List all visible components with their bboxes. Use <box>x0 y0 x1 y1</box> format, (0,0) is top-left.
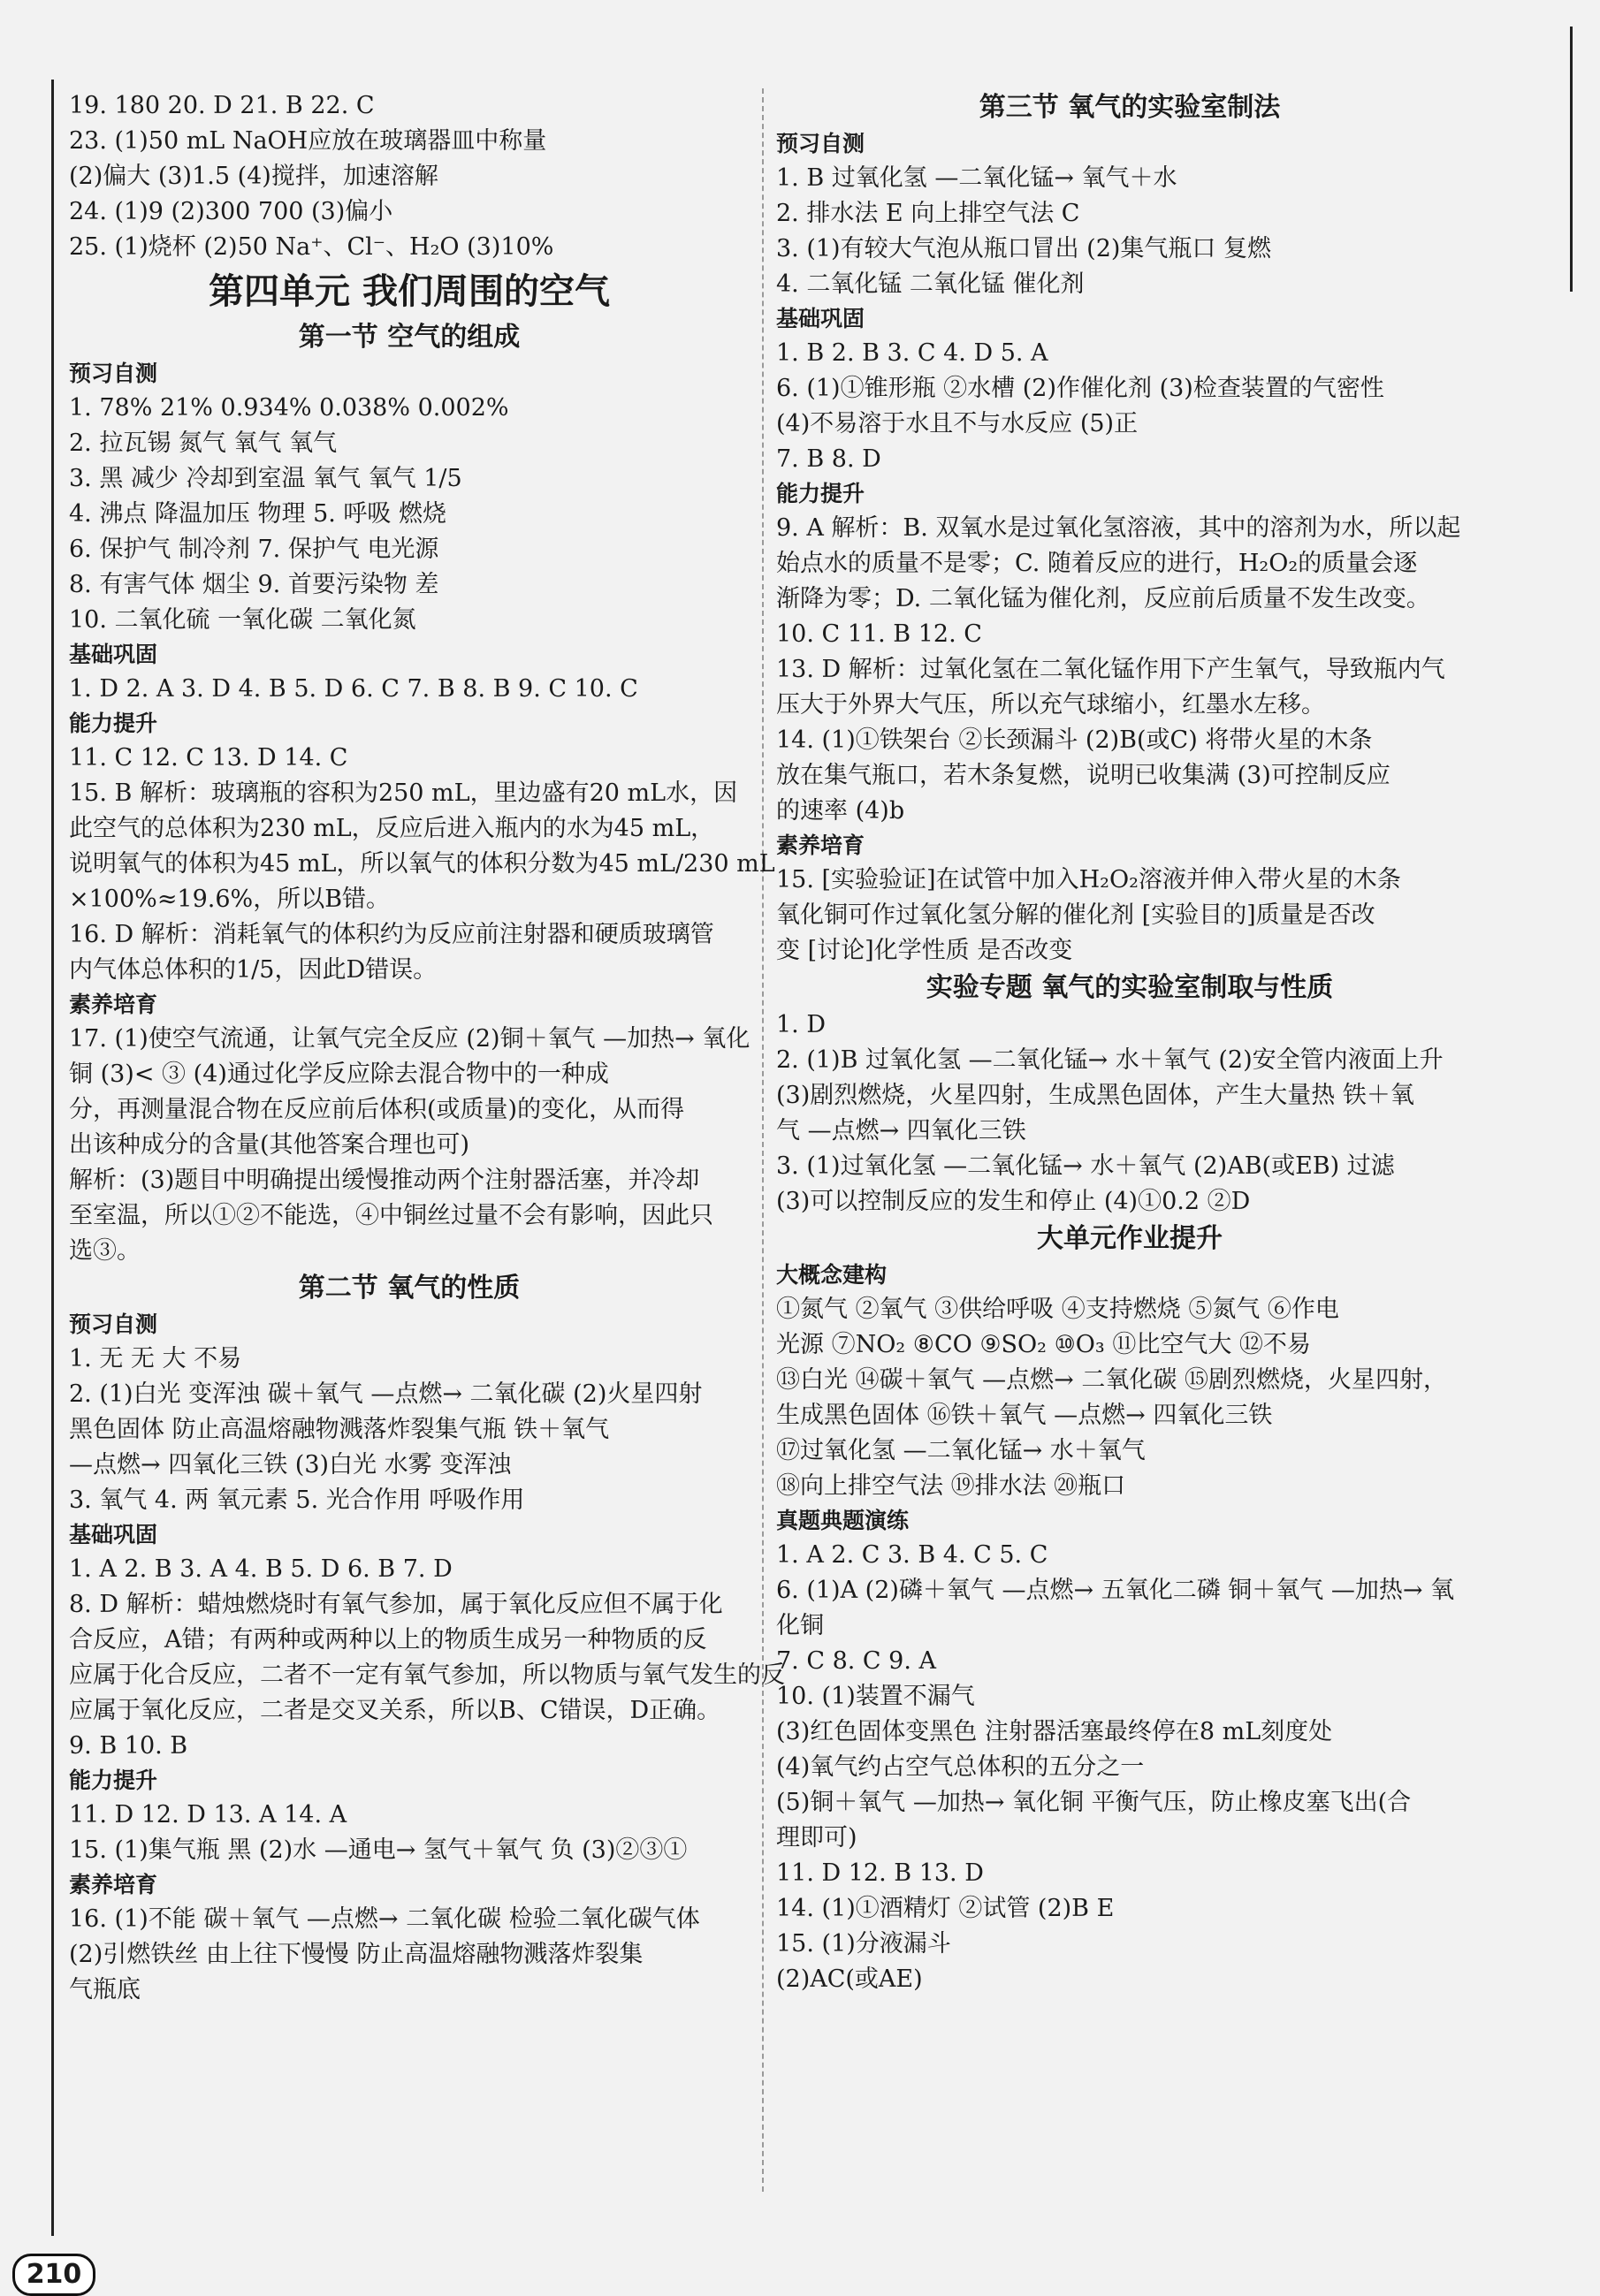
subheading: 真题典题演练 <box>776 1508 910 1533</box>
answer-line: 14. (1)①铁架台 ②长颈漏斗 (2)B(或C) 将带火星的木条 <box>776 726 1373 754</box>
answer-line: 始点水的质量不是零；C. 随着反应的进行，H₂O₂的质量会逐 <box>776 550 1418 577</box>
answer-line: 渐降为零；D. 二氧化锰为催化剂，反应前后质量不发生改变。 <box>776 585 1430 612</box>
answer-line: 1. D 2. A 3. D 4. B 5. D 6. C 7. B 8. B 9. C 10. C <box>69 675 638 703</box>
answer-line: 选③。 <box>69 1237 141 1265</box>
subheading: 预习自测 <box>776 131 865 156</box>
answer-line: 15. (1)分液漏斗 <box>776 1930 951 1958</box>
subheading: 基础巩固 <box>776 306 865 331</box>
subheading: 能力提升 <box>69 1768 158 1793</box>
right-margin-rule <box>1570 27 1573 292</box>
answer-line: 3. 黑 减少 冷却到室温 氧气 氧气 1/5 <box>69 465 462 492</box>
answer-line: 解析：(3)题目中明确提出缓慢推动两个注射器活塞，并冷却 <box>69 1167 700 1194</box>
subheading: 预习自测 <box>69 361 158 386</box>
answer-line: 15. (1)集气瓶 黑 (2)水 —通电→ 氢气＋氧气 负 (3)②③① <box>69 1836 688 1864</box>
answer-line: 2. (1)白光 变浑浊 碳＋氧气 —点燃→ 二氧化碳 (2)火星四射 <box>69 1380 703 1408</box>
answer-line: (3)剧烈燃烧，火星四射，生成黑色固体，产生大量热 铁＋氧 <box>776 1082 1414 1109</box>
subheading: 素养培育 <box>776 832 865 858</box>
answer-line: 此空气的总体积为230 mL，反应后进入瓶内的水为45 mL， <box>69 815 715 842</box>
answer-line: 15. B 解析：玻璃瓶的容积为250 mL，里边盛有20 mL水，因 <box>69 779 738 807</box>
answer-line: ⑬白光 ⑭碳＋氧气 —点燃→ 二氧化碳 ⑮剧烈燃烧，火星四射， <box>776 1366 1447 1394</box>
answer-line: 14. (1)①酒精灯 ②试管 (2)B E <box>776 1895 1115 1922</box>
unit-title: 第四单元 我们周围的空气 <box>209 271 610 312</box>
answer-line: (2)偏大 (3)1.5 (4)搅拌，加速溶解 <box>69 163 438 190</box>
subheading: 基础巩固 <box>69 642 158 667</box>
answer-line: 19. 180 20. D 21. B 22. C <box>69 92 375 119</box>
answer-line: (4)氧气约占空气总体积的五分之一 <box>776 1753 1145 1781</box>
answer-line: (3)可以控制反应的发生和停止 (4)①0.2 ②D <box>776 1188 1251 1215</box>
answer-line: 1. 78% 21% 0.934% 0.038% 0.002% <box>69 394 509 422</box>
answer-line: 放在集气瓶口，若木条复燃，说明已收集满 (3)可控制反应 <box>776 762 1390 789</box>
answer-line: 4. 二氧化锰 二氧化锰 催化剂 <box>776 270 1085 298</box>
answer-line: 黑色固体 防止高温熔融物溅落炸裂集气瓶 铁＋氧气 <box>69 1416 610 1443</box>
answer-line: ⑱向上排空气法 ⑲排水法 ⑳瓶口 <box>776 1472 1126 1500</box>
answer-line: 4. 沸点 降温加压 物理 5. 呼吸 燃烧 <box>69 500 447 528</box>
answer-line: 7. C 8. C 9. A <box>776 1647 937 1675</box>
answer-line: (4)不易溶于水且不与水反应 (5)正 <box>776 410 1139 437</box>
subheading: 素养培育 <box>69 1872 158 1897</box>
subheading: 基础巩固 <box>69 1522 158 1547</box>
left-column <box>69 88 785 2008</box>
answer-line: 11. D 12. B 13. D <box>776 1859 984 1887</box>
answer-line: 2. 拉瓦锡 氮气 氧气 氧气 <box>69 430 338 457</box>
answer-line: 2. 排水法 E 向上排空气法 C <box>776 200 1080 227</box>
answer-line: 理即可) <box>776 1824 857 1851</box>
answer-line: 化铜 <box>776 1612 824 1639</box>
answer-line: 9. B 10. B <box>69 1732 188 1760</box>
answer-line: 1. 无 无 大 不易 <box>69 1345 242 1372</box>
answer-line: (2)引燃铁丝 由上往下慢慢 防止高温熔融物溅落炸裂集 <box>69 1941 644 1968</box>
answer-line: 10. C 11. B 12. C <box>776 620 982 648</box>
answer-line: 变 [讨论]化学性质 是否改变 <box>776 937 1073 964</box>
answer-line: 至室温，所以①②不能选，④中铜丝过量不会有影响，因此只 <box>69 1202 713 1229</box>
answer-line: 1. B 过氧化氢 —二氧化锰→ 氧气＋水 <box>776 164 1177 192</box>
page-number: 210 <box>12 2254 95 2296</box>
answer-line: 出该种成分的含量(其他答案合理也可) <box>69 1131 470 1159</box>
answer-line: 气 —点燃→ 四氧化三铁 <box>776 1117 1026 1144</box>
answer-line: ×100%≈19.6%，所以B错。 <box>69 886 391 913</box>
answer-line: 16. D 解析：消耗氧气的体积约为反应前注射器和硬质玻璃管 <box>69 921 714 948</box>
answer-line: 内气体总体积的1/5，因此D错误。 <box>69 956 438 984</box>
answer-line: 合反应，A错；有两种或两种以上的物质生成另一种物质的反 <box>69 1626 707 1654</box>
answer-line: 3. (1)过氧化氢 —二氧化锰→ 水＋氧气 (2)AB(或EB) 过滤 <box>776 1152 1395 1180</box>
answer-line: 氧化铜可作过氧化氢分解的催化剂 [实验目的]质量是否改 <box>776 901 1375 929</box>
answer-line: 10. (1)装置不漏气 <box>776 1683 975 1710</box>
answer-line: 17. (1)使空气流通，让氧气完全反应 (2)铜＋氧气 —加热→ 氧化 <box>69 1025 750 1053</box>
section-title: 第三节 氧气的实验室制法 <box>979 92 1281 123</box>
section-title: 大单元作业提升 <box>1037 1223 1223 1254</box>
answer-line: 应属于化合反应，二者不一定有氧气参加，所以物质与氧气发生的反 <box>69 1661 785 1689</box>
section-title: 第一节 空气的组成 <box>298 322 521 353</box>
answer-line: 9. A 解析：B. 双氧水是过氧化氢溶液，其中的溶剂为水，所以起 <box>776 514 1461 542</box>
subheading: 预习自测 <box>69 1311 158 1337</box>
answer-line: —点燃→ 四氧化三铁 (3)白光 水雾 变浑浊 <box>69 1451 512 1479</box>
answer-line: 6. (1)①锥形瓶 ②水槽 (2)作催化剂 (3)检查装置的气密性 <box>776 375 1384 402</box>
answer-line: 7. B 8. D <box>776 445 881 473</box>
answer-line: (3)红色固体变黑色 注射器活塞最终停在8 mL刻度处 <box>776 1718 1333 1745</box>
answer-line: 压大于外界大气压，所以充气球缩小，红墨水左移。 <box>776 691 1325 718</box>
answer-line: 1. A 2. B 3. A 4. B 5. D 6. B 7. D <box>69 1555 453 1583</box>
subheading: 大概念建构 <box>776 1262 888 1288</box>
answer-line: 光源 ⑦NO₂ ⑧CO ⑨SO₂ ⑩O₃ ⑪比空气大 ⑫不易 <box>776 1331 1311 1358</box>
answer-line: 1. B 2. B 3. C 4. D 5. A <box>776 339 1048 367</box>
answer-line: 生成黑色固体 ⑯铁＋氧气 —点燃→ 四氧化三铁 <box>776 1402 1273 1429</box>
answer-line: 3. 氧气 4. 两 氧元素 5. 光合作用 呼吸作用 <box>69 1486 525 1514</box>
answer-line: 说明氧气的体积为45 mL，所以氧气的体积分数为45 mL/230 mL <box>69 850 775 878</box>
subheading: 素养培育 <box>69 992 158 1017</box>
answer-line: 应属于氧化反应，二者是交叉关系，所以B、C错误，D正确。 <box>69 1697 721 1724</box>
section-title: 第二节 氧气的性质 <box>298 1273 521 1304</box>
answer-line: 8. D 解析：蜡烛燃烧时有氧气参加，属于氧化反应但不属于化 <box>69 1591 723 1618</box>
answer-line: 13. D 解析：过氧化氢在二氧化锰作用下产生氧气，导致瓶内气 <box>776 656 1445 683</box>
answer-line: 铜 (3)< ③ (4)通过化学反应除去混合物中的一种成 <box>69 1061 609 1088</box>
answer-line: 气瓶底 <box>69 1976 141 2003</box>
answer-line: 8. 有害气体 烟尘 9. 首要污染物 差 <box>69 571 439 598</box>
answer-line: 25. (1)烧杯 (2)50 Na⁺、Cl⁻、H₂O (3)10% <box>69 233 554 261</box>
right-column <box>776 88 1483 1997</box>
answer-line: 6. (1)A (2)磷＋氧气 —点燃→ 五氧化二磷 铜＋氧气 —加热→ 氧 <box>776 1577 1455 1604</box>
answer-line: 1. A 2. C 3. B 4. C 5. C <box>776 1541 1048 1569</box>
section-title: 实验专题 氧气的实验室制取与性质 <box>926 972 1334 1003</box>
answer-line: 的速率 (4)b <box>776 797 905 825</box>
answer-line: ①氮气 ②氧气 ③供给呼吸 ④支持燃烧 ⑤氮气 ⑥作电 <box>776 1296 1339 1323</box>
answer-line: 1. D <box>776 1011 826 1038</box>
column-divider <box>762 88 764 2192</box>
answer-line: 10. 二氧化硫 一氧化碳 二氧化氮 <box>69 606 416 634</box>
answer-line: 6. 保护气 制冷剂 7. 保护气 电光源 <box>69 536 439 563</box>
answer-line: 11. D 12. D 13. A 14. A <box>69 1801 347 1828</box>
answer-line: 分，再测量混合物在反应前后体积(或质量)的变化，从而得 <box>69 1096 685 1123</box>
answer-line: (2)AC(或AE) <box>776 1965 923 1993</box>
subheading: 能力提升 <box>69 711 158 736</box>
answer-line: ⑰过氧化氢 —二氧化锰→ 水＋氧气 <box>776 1437 1146 1464</box>
answer-line: 11. C 12. C 13. D 14. C <box>69 744 348 772</box>
answer-line: 23. (1)50 mL NaOH应放在玻璃器皿中称量 <box>69 127 547 155</box>
subheading: 能力提升 <box>776 481 865 506</box>
answer-line: 15. [实验验证]在试管中加入H₂O₂溶液并伸入带火星的木条 <box>776 866 1401 893</box>
answer-line: 16. (1)不能 碳＋氧气 —点燃→ 二氧化碳 检验二氧化碳气体 <box>69 1905 700 1933</box>
answer-line: 2. (1)B 过氧化氢 —二氧化锰→ 水＋氧气 (2)安全管内液面上升 <box>776 1046 1444 1074</box>
answer-line: 24. (1)9 (2)300 700 (3)偏小 <box>69 198 393 225</box>
answer-line: (5)铜＋氧气 —加热→ 氧化铜 平衡气压，防止橡皮塞飞出(合 <box>776 1789 1412 1816</box>
left-margin-rule <box>51 80 54 2236</box>
answer-line: 3. (1)有较大气泡从瓶口冒出 (2)集气瓶口 复燃 <box>776 235 1271 262</box>
